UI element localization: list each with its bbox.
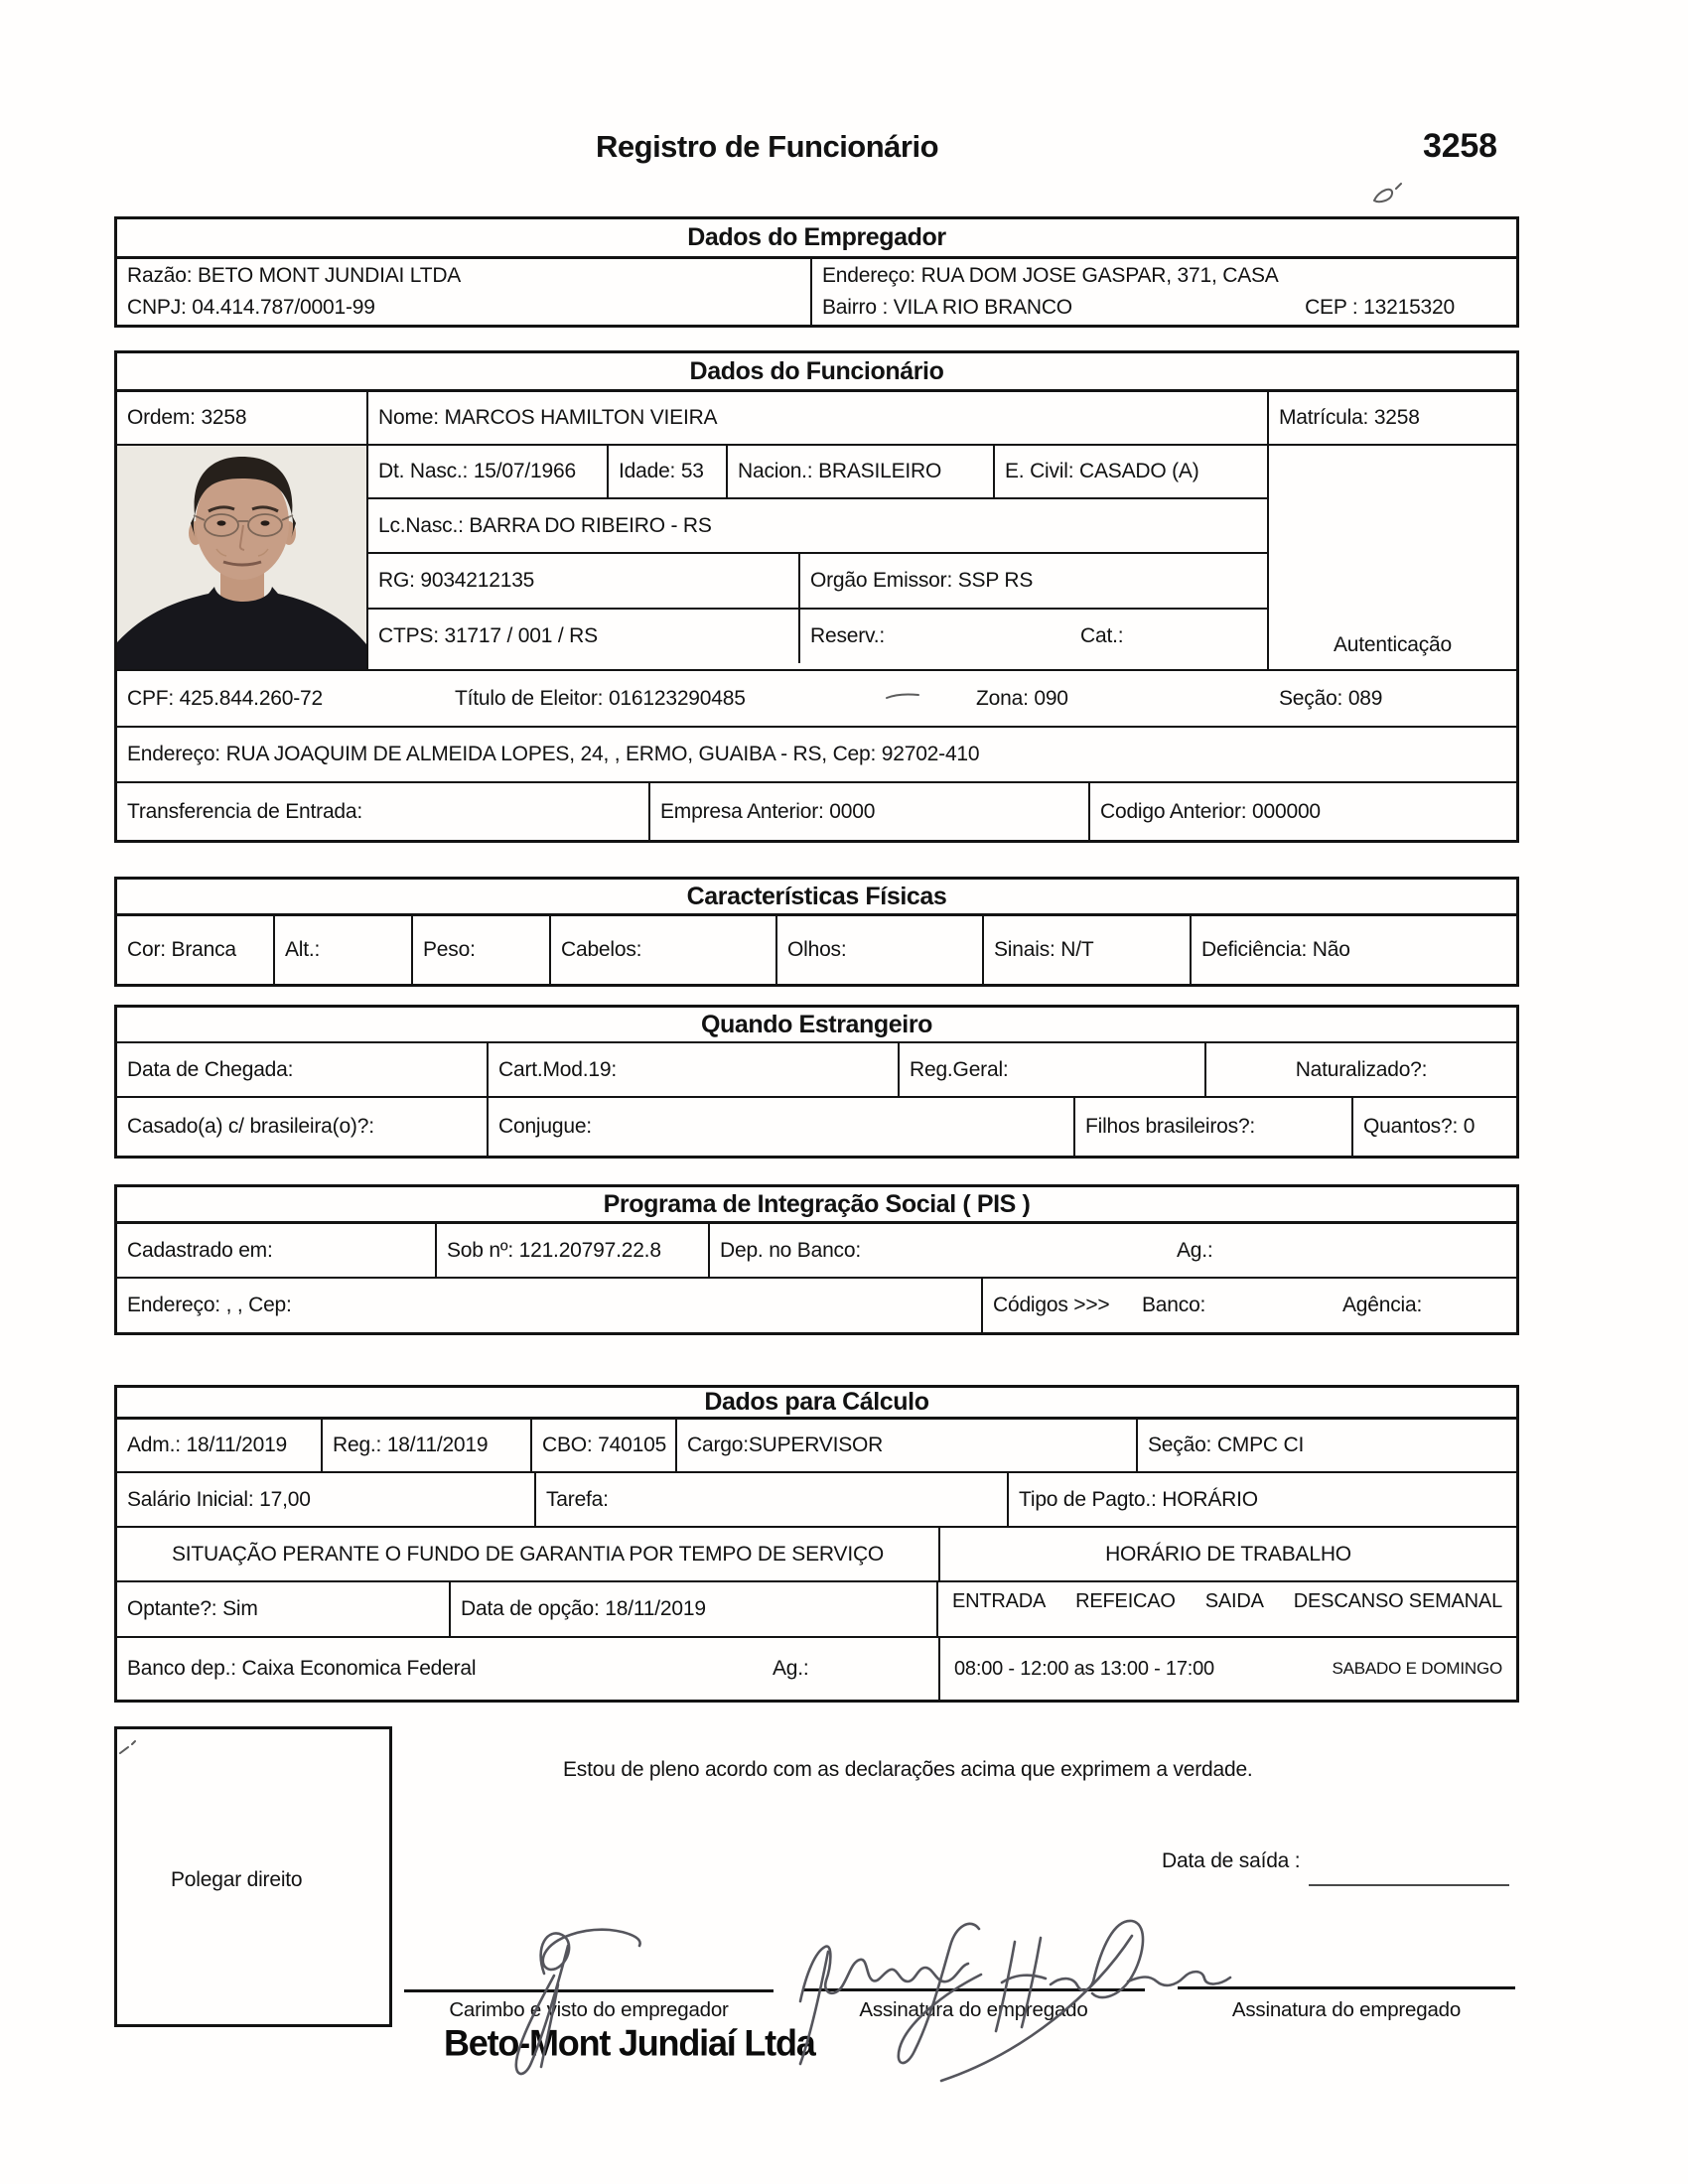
- tipo-pagto-field: Tipo de Pagto.: HORÁRIO: [1019, 1487, 1258, 1511]
- dt-nasc-field: Dt. Nasc.: 15/07/1966: [368, 446, 609, 497]
- section-title-calculo: Dados para Cálculo: [117, 1388, 1516, 1420]
- assinatura-empregado-label-2: Assinatura do empregado: [1231, 1998, 1462, 2021]
- col-refeicao-label: REFEICAO: [1075, 1590, 1176, 1612]
- col-saida-label: SAIDA: [1204, 1590, 1264, 1612]
- polegar-direito-box: [114, 1726, 392, 2027]
- cnpj-field: CNPJ: 04.414.787/0001-99: [127, 296, 375, 319]
- filhos-brasileiros-field: Filhos brasileiros?:: [1075, 1098, 1353, 1156]
- employee-signature: [800, 1947, 968, 2001]
- section-title-estrangeiro: Quando Estrangeiro: [117, 1008, 1516, 1043]
- codigo-anterior-field: Codigo Anterior: 000000: [1100, 799, 1321, 823]
- razao-social-field: Razão: BETO MONT JUNDIAI LTDA: [127, 264, 462, 287]
- section-caracteristicas: [114, 877, 1519, 987]
- data-opcao-field: Data de opção: 18/11/2019: [451, 1582, 938, 1636]
- sinais-field: Sinais: N/T: [984, 916, 1192, 984]
- pen-squiggle-artifact: [1374, 184, 1401, 202]
- transferencia-field: Transferencia de Entrada:: [117, 783, 650, 840]
- cargo-field: Cargo:SUPERVISOR: [677, 1420, 1138, 1471]
- cat-field: Cat.:: [1080, 624, 1124, 647]
- section-title-pis: Programa de Integração Social ( PIS ): [117, 1187, 1516, 1224]
- banco-deposito-field: Banco dep.: Caixa Economica Federal: [127, 1657, 477, 1680]
- bairro-field: Bairro : VILA RIO BRANCO: [822, 296, 1072, 319]
- nome-field: Nome: MARCOS HAMILTON VIEIRA: [368, 392, 1269, 444]
- col-descanso-label: DESCANSO SEMANAL: [1293, 1590, 1502, 1612]
- autenticacao-label: Autenticação: [1333, 633, 1453, 656]
- endereco-funcionario-field: Endereço: RUA JOAQUIM DE ALMEIDA LOPES, 24, , ERMO, GUAIBA - RS, Cep: 92702-410: [127, 743, 980, 765]
- endereco-pis-field: Endereço: , , Cep:: [117, 1279, 983, 1332]
- data-saida-blank-line: [1309, 1884, 1509, 1886]
- codigos-label: Códigos >>>: [993, 1294, 1110, 1316]
- lc-nasc-field: Lc.Nasc.: BARRA DO RIBEIRO - RS: [378, 513, 712, 537]
- cep-field: CEP : 13215320: [1305, 296, 1455, 319]
- deficiencia-field: Deficiência: Não: [1201, 938, 1350, 961]
- funcionario-middle-grid: [368, 446, 1269, 669]
- section-pis: [114, 1184, 1519, 1335]
- descanso-valor: SABADO E DOMINGO: [1332, 1659, 1502, 1678]
- agencia-pis-field: Ag.:: [1177, 1238, 1213, 1262]
- ordem-field: Ordem: 3258: [117, 392, 368, 444]
- admissao-field: Adm.: 18/11/2019: [117, 1420, 323, 1471]
- horario-trabalho-title: HORÁRIO DE TRABALHO: [1105, 1542, 1351, 1566]
- photo-cell: [117, 446, 368, 669]
- orgao-emissor-field: Orgão Emissor: SSP RS: [810, 569, 1034, 592]
- section-dados-empregador: [114, 216, 1519, 328]
- fgts-title: SITUAÇÃO PERANTE O FUNDO DE GARANTIA POR TEMPO DE SERVIÇO: [117, 1528, 940, 1580]
- page-title: Registro de Funcionário: [596, 129, 939, 164]
- pis-numero-field: Sob nº: 121.20797.22.8: [437, 1224, 710, 1277]
- employer-signature: [541, 1930, 640, 1974]
- assinatura-empregado-label-1: Assinatura do empregado: [859, 1998, 1088, 2021]
- zona-field: Zona: 090: [976, 686, 1068, 710]
- cadastrado-em-field: Cadastrado em:: [117, 1224, 437, 1277]
- employee-signature-line-2: [1178, 1986, 1515, 1989]
- ctps-field: CTPS: 31717 / 001 / RS: [368, 610, 800, 663]
- conjugue-field: Conjugue:: [489, 1098, 1075, 1156]
- salario-inicial-field: Salário Inicial: 17,00: [117, 1473, 536, 1526]
- cart-mod-field: Cart.Mod.19:: [489, 1043, 900, 1096]
- casado-brasileira-field: Casado(a) c/ brasileira(o)?:: [117, 1098, 489, 1156]
- horario-column-headers: [938, 1582, 1516, 1636]
- titulo-eleitor-field: Título de Eleitor: 016123290485: [455, 686, 746, 710]
- company-stamp-text: Beto-Mont Jundiaí Ltda: [444, 2021, 815, 2064]
- cabelos-field: Cabelos:: [551, 916, 777, 984]
- cpf-field: CPF: 425.844.260-72: [127, 686, 324, 710]
- banco-label: Banco:: [1142, 1294, 1206, 1316]
- carimbo-empregador-label: Carimbo e visto do empregador: [449, 1998, 729, 2021]
- section-title-funcionario: Dados do Funcionário: [117, 353, 1516, 392]
- registro-field: Reg.: 18/11/2019: [323, 1420, 532, 1471]
- peso-field: Peso:: [413, 916, 551, 984]
- matricula-field: Matrícula: 3258: [1279, 406, 1420, 429]
- empresa-anterior-field: Empresa Anterior: 0000: [650, 783, 1090, 840]
- employer-signature-line: [404, 1989, 774, 1992]
- horario-valor: 08:00 - 12:00 as 13:00 - 17:00: [954, 1657, 1214, 1680]
- dep-banco-field: Dep. no Banco:: [720, 1238, 861, 1262]
- rg-field: RG: 9034212135: [368, 554, 800, 608]
- empregador-left-column: [117, 259, 812, 325]
- agencia-label: Agência:: [1342, 1294, 1423, 1316]
- employee-photo: [117, 446, 366, 669]
- idade-field: Idade: 53: [609, 446, 728, 497]
- horario-values: [940, 1638, 1516, 1700]
- agencia-deposito-field: Ag.:: [773, 1657, 809, 1680]
- naturalizado-field: Naturalizado?:: [1295, 1057, 1428, 1081]
- employee-signature-line-1: [802, 1988, 1145, 1991]
- altura-field: Alt.:: [275, 916, 413, 984]
- col-entrada-label: ENTRADA: [952, 1590, 1047, 1612]
- quantos-field: Quantos?: 0: [1363, 1115, 1476, 1138]
- section-calculo: [114, 1385, 1519, 1703]
- section-title-empregador: Dados do Empregador: [117, 219, 1516, 259]
- section-title-caracteristicas: Características Físicas: [117, 880, 1516, 916]
- olhos-field: Olhos:: [777, 916, 984, 984]
- reg-geral-field: Reg.Geral:: [900, 1043, 1206, 1096]
- declaration-text: Estou de pleno acordo com as declarações acima que exprimem a verdade.: [563, 1758, 1253, 1781]
- section-estrangeiro: [114, 1005, 1519, 1159]
- optante-field: Optante?: Sim: [117, 1582, 451, 1636]
- empregador-right-column: [812, 259, 1516, 325]
- cbo-field: CBO: 740105: [532, 1420, 677, 1471]
- data-chegada-field: Data de Chegada:: [117, 1043, 489, 1096]
- secao-eleitoral-field: Seção: 089: [1279, 686, 1383, 710]
- data-saida-label: Data de saída :: [1162, 1849, 1301, 1872]
- form-number: 3258: [1423, 127, 1497, 165]
- polegar-direito-label: Polegar direito: [171, 1868, 303, 1891]
- endereco-empregador-field: Endereço: RUA DOM JOSE GASPAR, 371, CASA: [822, 264, 1279, 287]
- nacionalidade-field: Nacion.: BRASILEIRO: [728, 446, 995, 497]
- cpf-row: [117, 671, 1516, 728]
- secao-trabalho-field: Seção: CMPC CI: [1148, 1433, 1305, 1456]
- cor-field: Cor: Branca: [117, 916, 275, 984]
- autenticacao-cell: [1269, 446, 1516, 669]
- section-dados-funcionario: [114, 350, 1519, 843]
- reserv-field: Reserv.:: [810, 624, 886, 647]
- tarefa-field: Tarefa:: [536, 1473, 1009, 1526]
- estado-civil-field: E. Civil: CASADO (A): [1005, 460, 1199, 482]
